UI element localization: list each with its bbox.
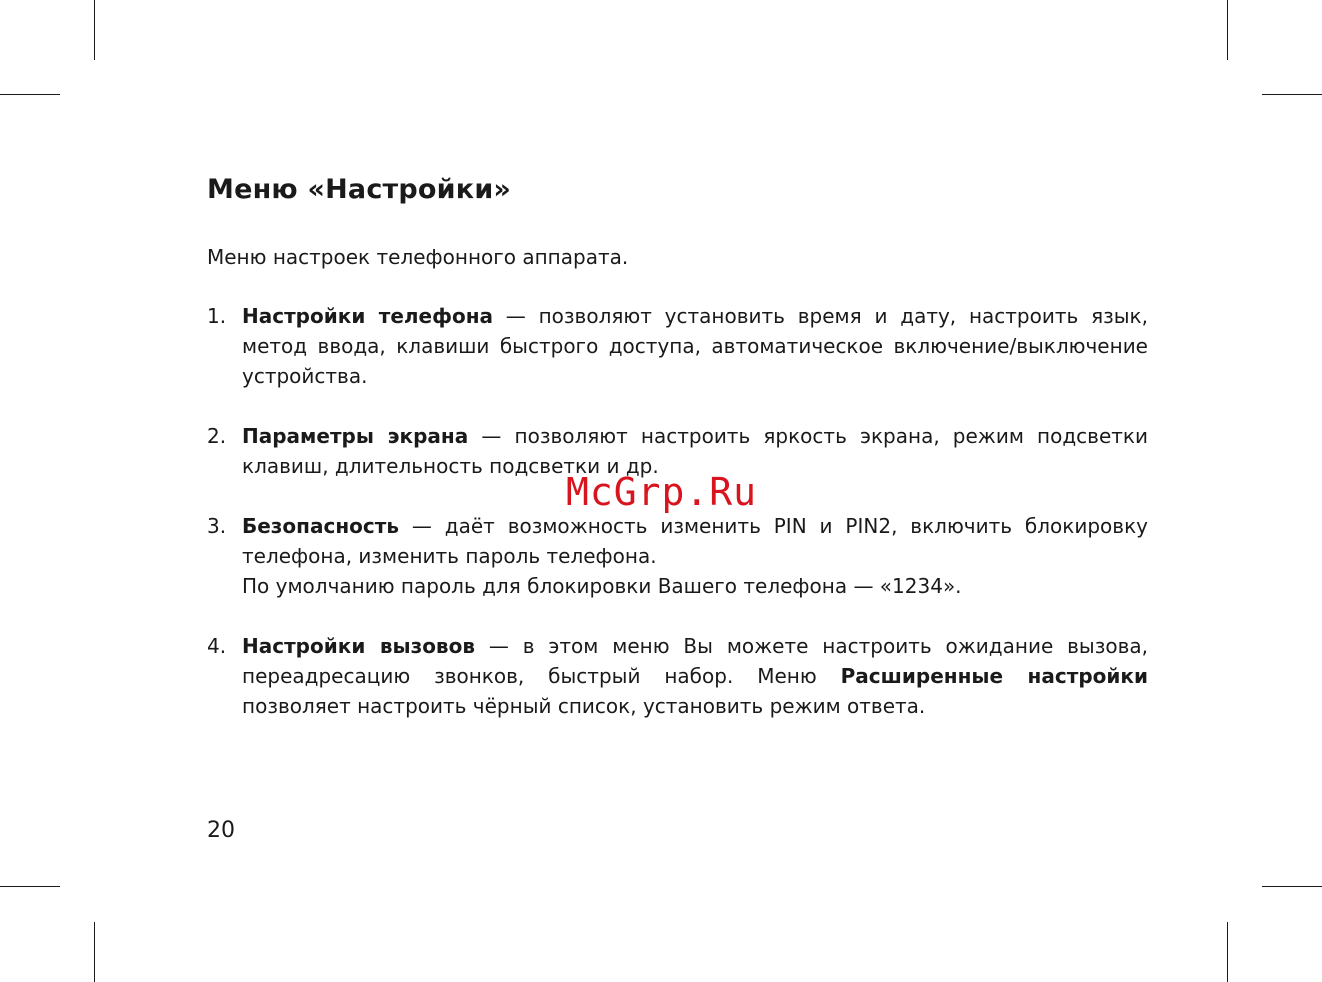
crop-mark-top-right-vertical [1227,0,1228,60]
crop-mark-bottom-right-horizontal [1262,886,1322,887]
list-item-term-secondary: Расширенные настройки [840,664,1148,688]
list-item-body [242,631,1148,721]
list-item-term: Настройки телефона [242,304,494,328]
list-item-text: — позволяют настроить яркость экрана, режим подсветки клавиш, длительность подсветки и др. [242,424,1148,478]
crop-mark-bottom-left-horizontal [0,886,60,887]
crop-mark-bottom-left-vertical [94,922,95,982]
list-item-number: 2. [207,424,227,448]
list-item-text-secondary: позволяет настроить чёрный список, установить режим ответа. [242,694,926,718]
list-item-term: Настройки вызовов [242,634,475,658]
list-item-term: Параметры экрана [242,424,469,448]
list-item-body [242,301,1148,391]
list-item [207,631,1148,721]
crop-mark-top-left-horizontal [0,94,60,95]
intro-text: Меню настроек телефонного аппарата. [207,245,629,269]
list-item-text: — в этом меню Вы можете настроить ожидание вызова, переадресацию звонков, быстрый набор. Меню [242,634,1148,688]
list-item-number: 3. [207,514,227,538]
list-item-text: — позволяют установить время и дату, настроить язык, метод ввода, клавиши быстрого доступа, автоматическое включение/выключение устройства. [242,304,1148,388]
list-item-term: Безопасность [242,514,399,538]
list-item-number: 4. [207,634,227,658]
list-item-text: — даёт возможность изменить PIN и PIN2, включить блокировку телефона, изменить пароль телефона. [242,514,1148,568]
page-title: Меню «Настройки» [207,174,512,205]
crop-mark-top-left-vertical [94,0,95,60]
watermark: McGrp.Ru [566,470,758,514]
page-number: 20 [207,818,235,843]
list-item [207,301,1148,391]
crop-mark-bottom-right-vertical [1227,922,1228,982]
crop-mark-top-right-horizontal [1262,94,1322,95]
list-item-number: 1. [207,304,227,328]
list-item-note: По умолчанию пароль для блокировки Вашего телефона — «1234». [242,574,962,598]
list-item-body [242,511,1148,601]
list-item [207,511,1148,601]
